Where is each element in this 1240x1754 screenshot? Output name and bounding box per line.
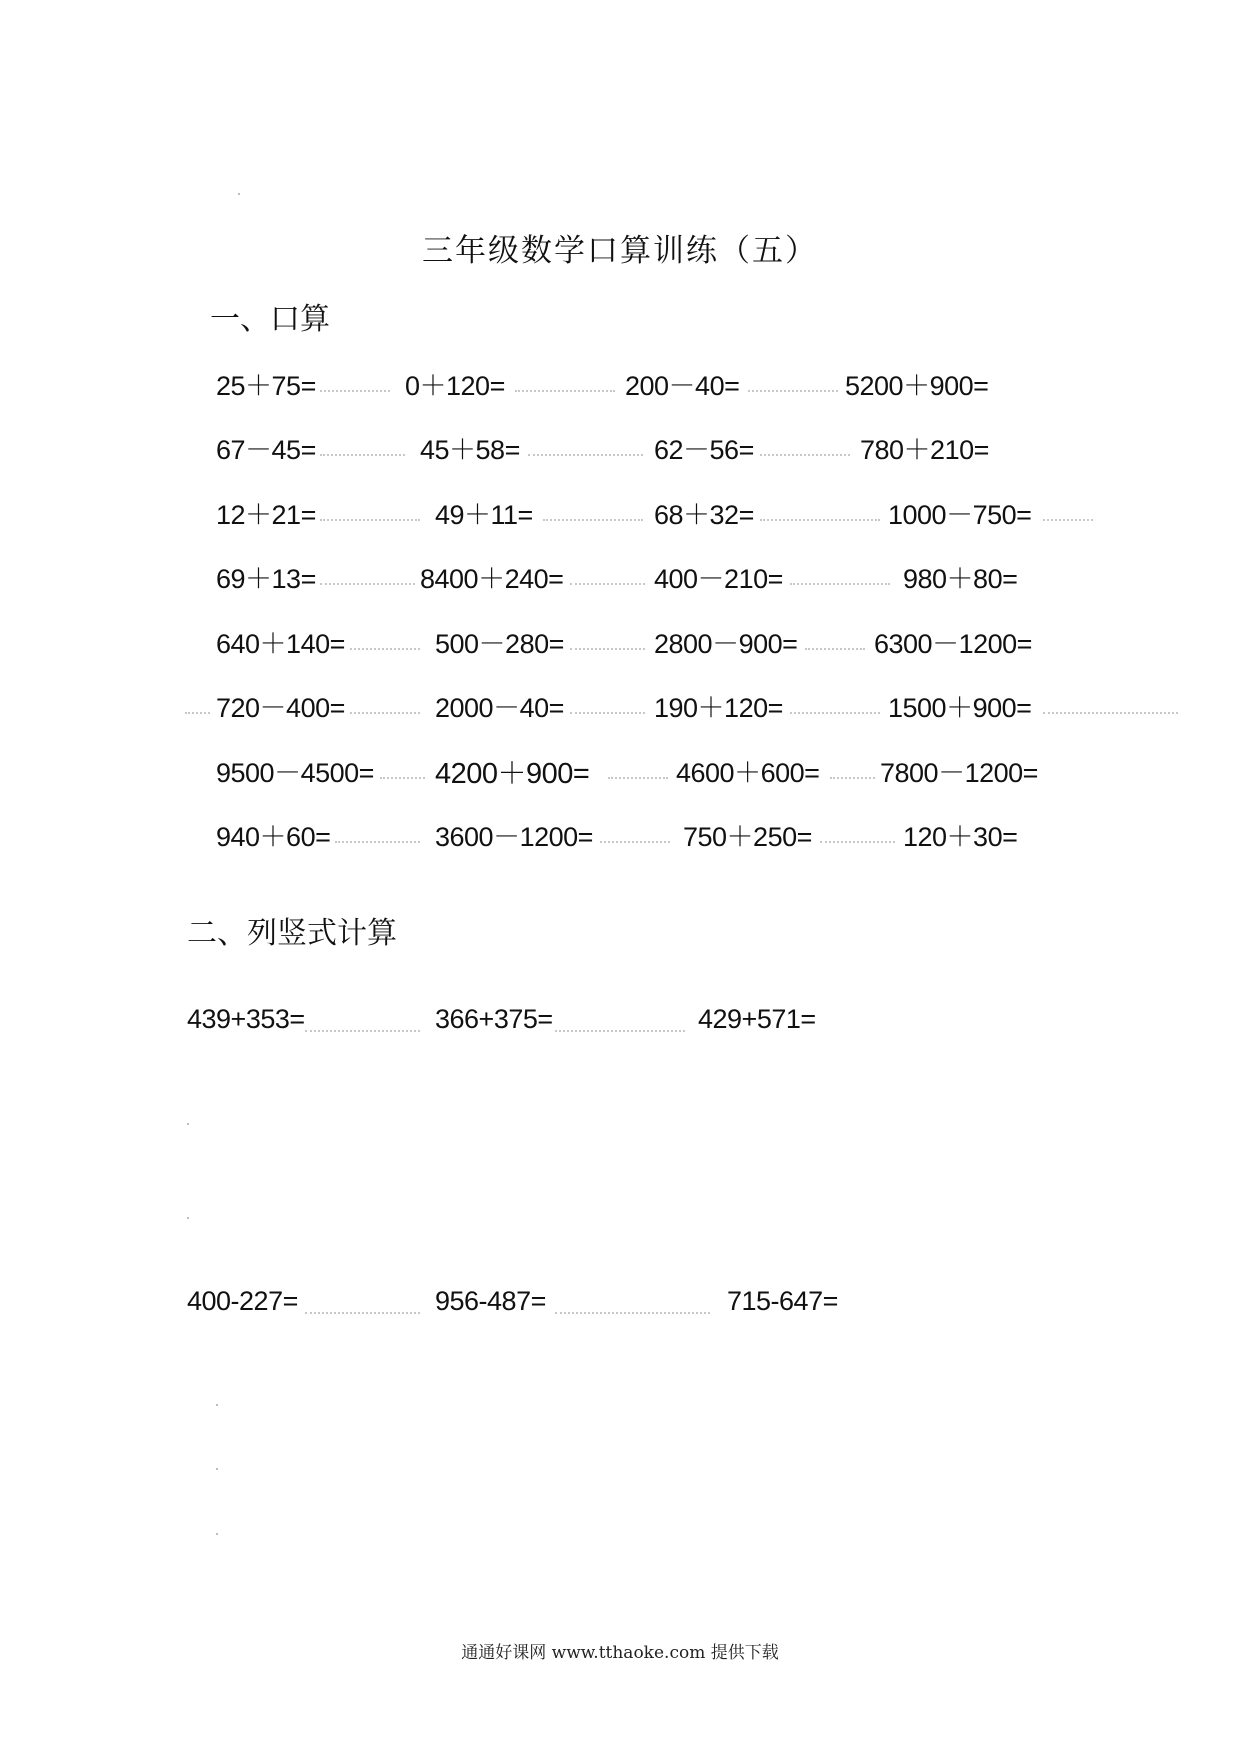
- oral-problem: 12＋21=: [216, 500, 316, 530]
- oral-problem: 67－45=: [216, 435, 316, 465]
- dotted-gap: [320, 517, 420, 521]
- oral-problem: 0＋120=: [405, 371, 505, 401]
- oral-problem: 640＋140=: [216, 629, 345, 659]
- dotted-gap: [1043, 517, 1093, 521]
- dotted-gap: [748, 388, 838, 392]
- dotted-gap: [570, 710, 645, 714]
- dotted-gap: [543, 517, 643, 521]
- scan-speck: [216, 1533, 218, 1535]
- vertical-problem: 400-227=: [187, 1286, 298, 1316]
- oral-problem: 8400＋240=: [420, 564, 564, 594]
- dotted-gap: [608, 775, 668, 779]
- oral-problem: 62－56=: [654, 435, 754, 465]
- oral-problem: 68＋32=: [654, 500, 754, 530]
- dotted-gap: [1043, 710, 1178, 714]
- oral-problem: 1000－750=: [888, 500, 1032, 530]
- dotted-gap: [320, 452, 405, 456]
- vertical-problem: 439+353=: [187, 1004, 305, 1034]
- dotted-gap: [335, 839, 420, 843]
- oral-problem: 2000－40=: [435, 693, 564, 723]
- oral-problem: 190＋120=: [654, 693, 783, 723]
- oral-problem: 2800－900=: [654, 629, 798, 659]
- oral-problem: 4600＋600=: [676, 758, 820, 788]
- dotted-gap: [515, 388, 615, 392]
- oral-problem: 69＋13=: [216, 564, 316, 594]
- dotted-gap: [185, 710, 210, 714]
- oral-problem: 120＋30=: [903, 822, 1018, 852]
- oral-problem: 980＋80=: [903, 564, 1018, 594]
- oral-problem: 7800－1200=: [880, 758, 1038, 788]
- dotted-gap: [830, 775, 875, 779]
- dotted-gap: [805, 646, 865, 650]
- scan-speck: [238, 193, 240, 195]
- dotted-gap: [305, 1310, 420, 1314]
- section-heading-vertical: 二、列竖式计算: [187, 916, 397, 951]
- oral-problem: 45＋58=: [420, 435, 520, 465]
- vertical-problem: 715-647=: [727, 1286, 838, 1316]
- oral-problem: 5200＋900=: [845, 371, 989, 401]
- page-title: 三年级数学口算训练（五）: [422, 233, 818, 269]
- dotted-gap: [320, 388, 390, 392]
- dotted-gap: [528, 452, 643, 456]
- dotted-gap: [760, 517, 880, 521]
- dotted-gap: [320, 581, 415, 585]
- dotted-gap: [760, 452, 850, 456]
- oral-problem: 9500－4500=: [216, 758, 374, 788]
- dotted-gap: [570, 581, 645, 585]
- dotted-gap: [380, 775, 425, 779]
- dotted-gap: [600, 839, 670, 843]
- oral-problem: 400－210=: [654, 564, 783, 594]
- scan-speck: [216, 1468, 218, 1470]
- vertical-problem: 366+375=: [435, 1004, 553, 1034]
- dotted-gap: [350, 646, 420, 650]
- scan-speck: [216, 1404, 218, 1406]
- oral-problem: 500－280=: [435, 629, 564, 659]
- oral-problem: 720－400=: [216, 693, 345, 723]
- dotted-gap: [350, 710, 420, 714]
- footer-credit: 通通好课网 www.tthaoke.com 提供下载: [461, 1643, 779, 1663]
- oral-problem: 780＋210=: [860, 435, 989, 465]
- dotted-gap: [570, 646, 645, 650]
- dotted-gap: [790, 581, 890, 585]
- oral-problem: 200－40=: [625, 371, 740, 401]
- oral-problem: 940＋60=: [216, 822, 331, 852]
- oral-problem: 49＋11=: [435, 500, 533, 530]
- section-heading-oral: 一、口算: [210, 302, 330, 337]
- dotted-gap: [820, 839, 895, 843]
- oral-problem: 6300－1200=: [874, 629, 1032, 659]
- vertical-problem: 956-487=: [435, 1286, 546, 1316]
- oral-problem: 4200＋900=: [435, 758, 590, 790]
- dotted-gap: [790, 710, 880, 714]
- scan-speck: [187, 1217, 189, 1219]
- oral-problem: 1500＋900=: [888, 693, 1032, 723]
- dotted-gap: [555, 1310, 710, 1314]
- oral-problem: 750＋250=: [683, 822, 812, 852]
- scan-speck: [187, 1123, 189, 1125]
- dotted-gap: [555, 1028, 685, 1032]
- dotted-gap: [305, 1028, 420, 1032]
- vertical-problem: 429+571=: [698, 1004, 816, 1034]
- oral-problem: 25＋75=: [216, 371, 316, 401]
- oral-problem: 3600－1200=: [435, 822, 593, 852]
